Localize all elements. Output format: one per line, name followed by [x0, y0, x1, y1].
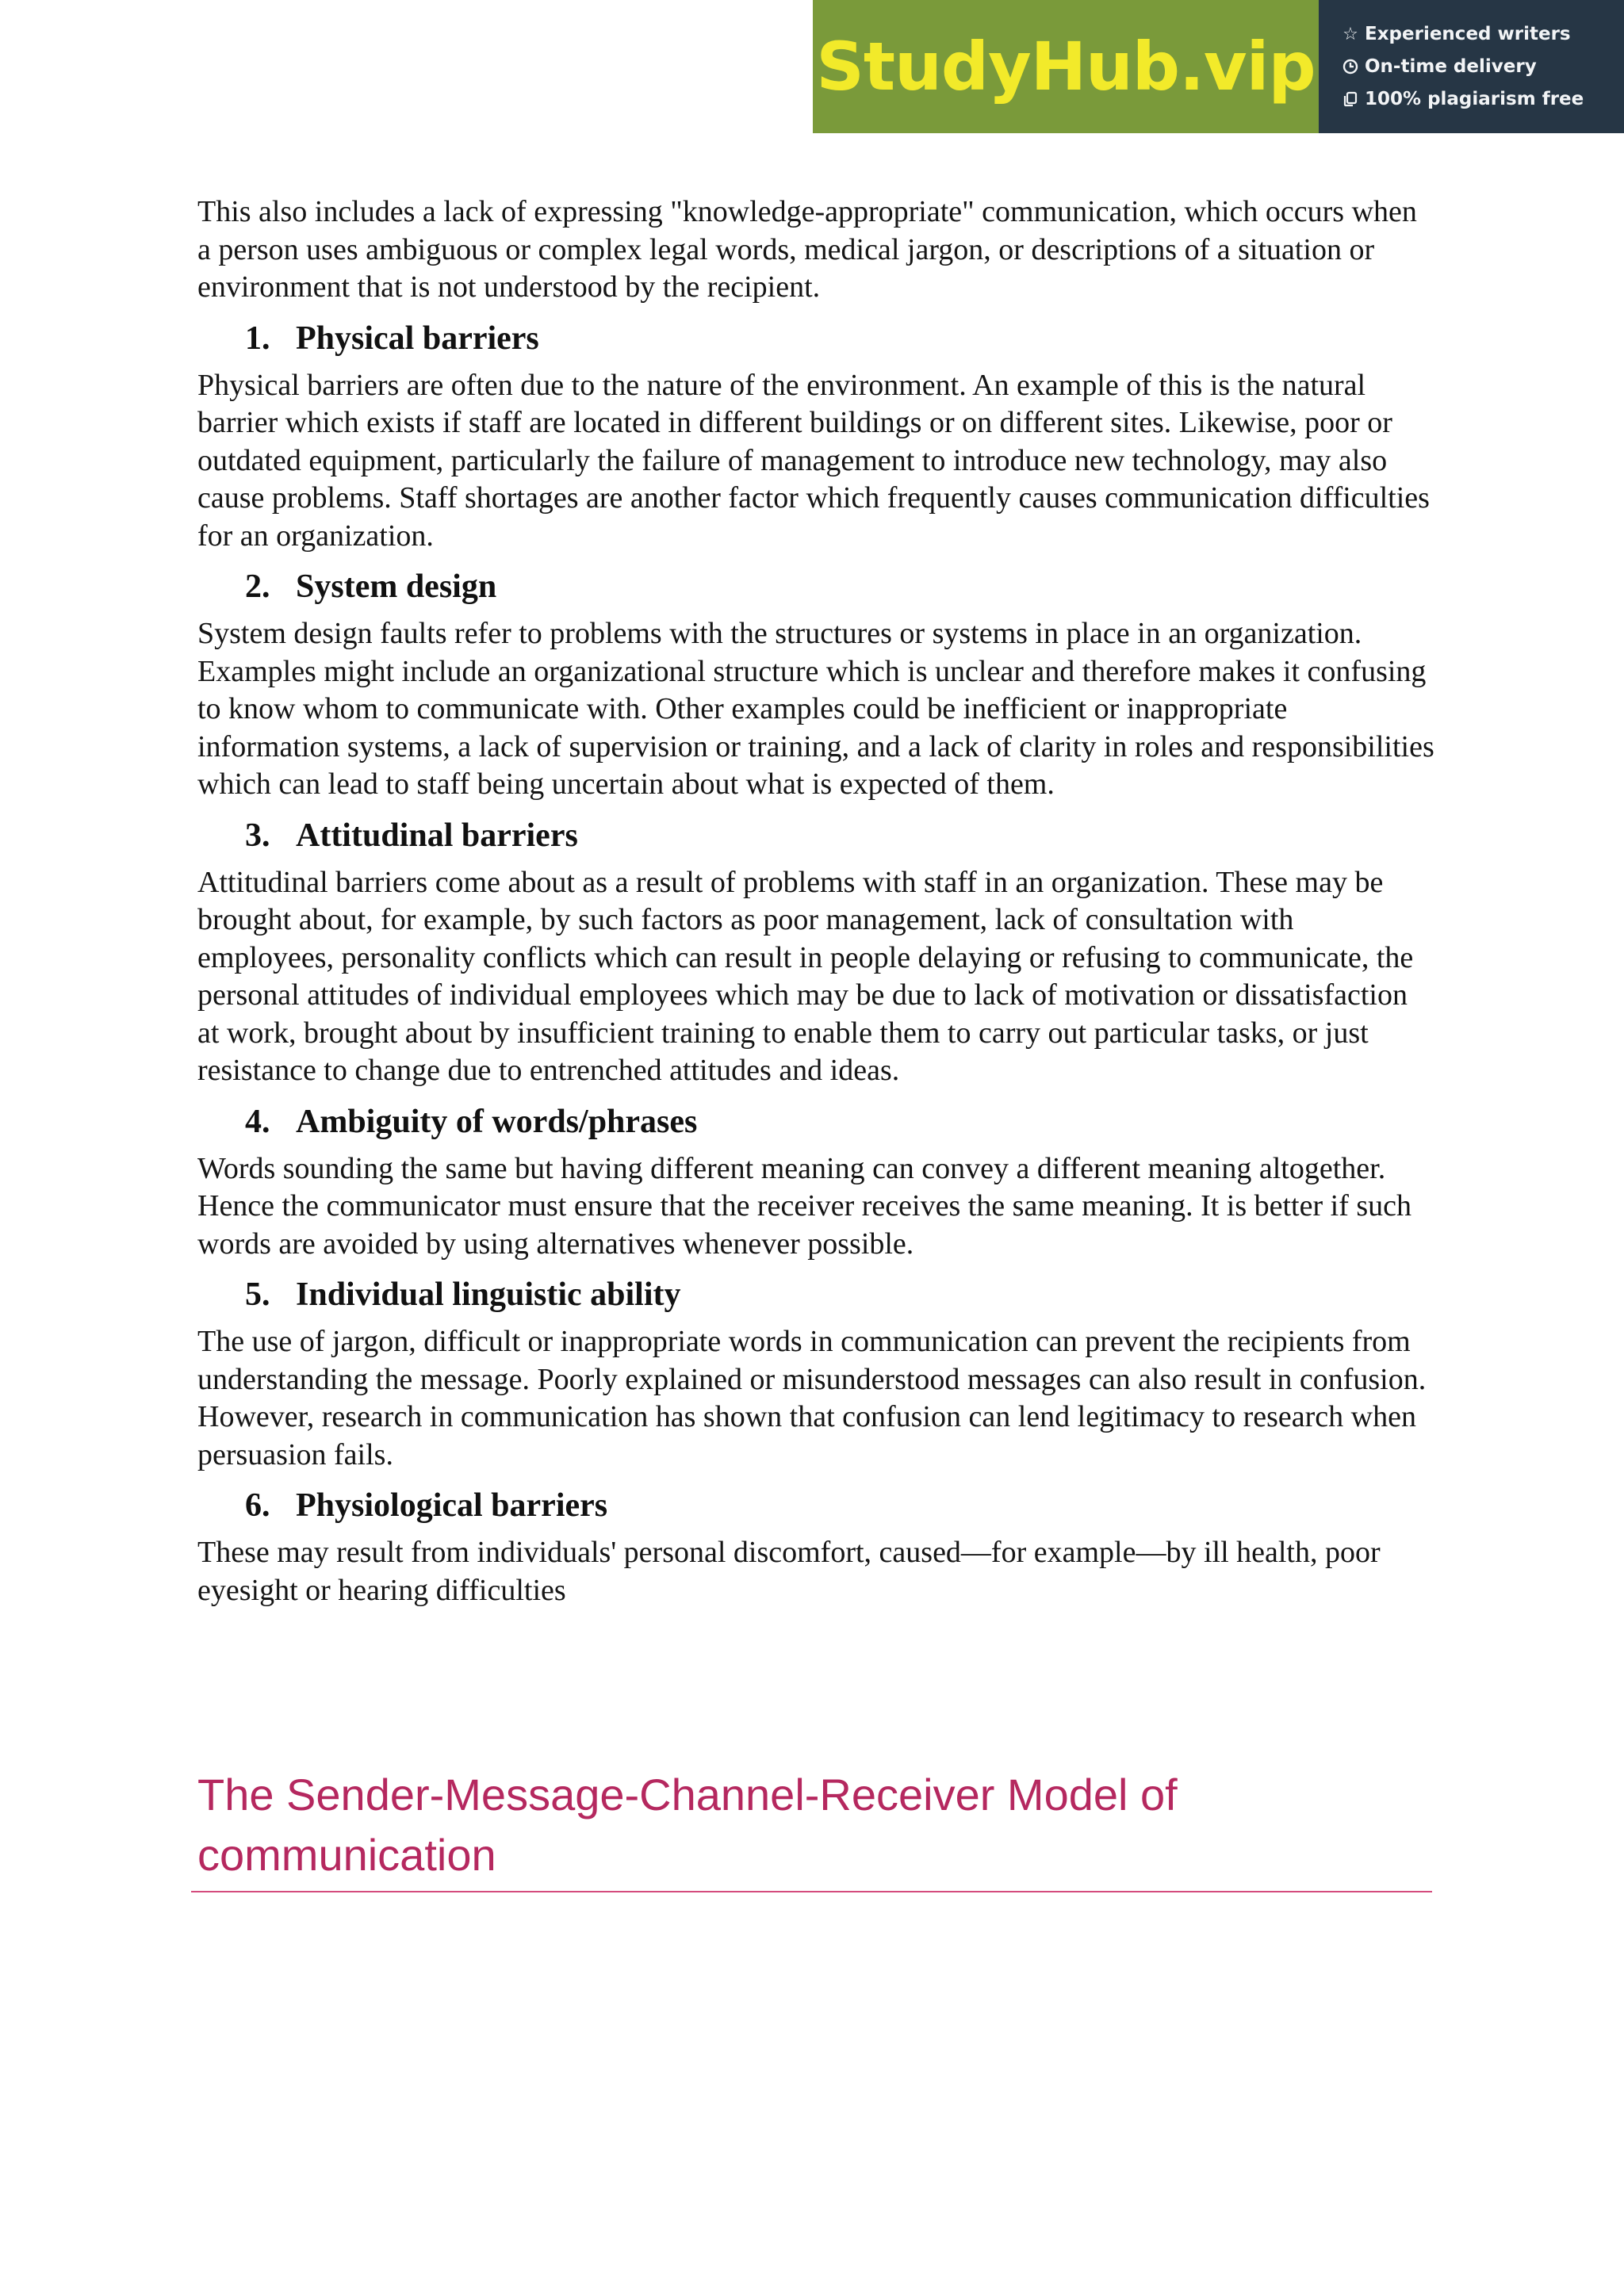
- chapter-heading: The Sender-Message-Channel-Receiver Model of communication: [197, 1770, 1178, 1880]
- feature-label: On-time delivery: [1365, 56, 1537, 77]
- section-paragraph: System design faults refer to problems with the structures or systems in place in an organization. Examples might include an organizational structure which is unclear and therefore makes it confusing to know whom to communicate with. Other examples could be inefficient or inappropriate information systems, a lack of supervision or training, and a lack of clarity in roles and responsibilities which can lead to staff being uncertain about what is expected of them.: [197, 617, 1434, 801]
- section-number: 6.: [245, 1487, 270, 1524]
- section-paragraph: Physical barriers are often due to the nature of the environment. An example of this is the natural barrier which exists if staff are located in different buildings or on different sites. Likewise, poor or outdated equipment, particularly the failure of management to introduce new technology, may also cause problems. Staff shortages are another factor which frequently causes communication difficulties for an organization.: [197, 368, 1430, 553]
- copy-icon: [1341, 91, 1360, 107]
- section-title: Physiological barriers: [296, 1487, 608, 1524]
- intro-paragraph: This also includes a lack of expressing "knowledge-appropriate" communication, which occurs when a person uses ambiguous or complex legal words, medical jargon, or descriptions of a situation or environment that is not understood by the recipient.: [197, 195, 1417, 304]
- feature-list: [1319, 0, 1624, 133]
- section-number: 4.: [245, 1103, 270, 1140]
- ad-banner[interactable]: [813, 0, 1624, 133]
- section-number: 3.: [245, 817, 270, 854]
- section-heading-attitudinal-barriers: [245, 815, 1434, 856]
- section-number: 5.: [245, 1276, 270, 1313]
- clock-icon: [1341, 59, 1360, 75]
- section-heading-linguistic-ability: [245, 1274, 1434, 1315]
- feature-item: [1341, 86, 1624, 112]
- section-heading-physiological-barriers: [245, 1485, 1434, 1526]
- logo-text: StudyHub.vip: [816, 28, 1316, 105]
- feature-item: [1341, 21, 1624, 47]
- feature-label: Experienced writers: [1365, 24, 1571, 44]
- section-title: Ambiguity of words/phrases: [296, 1103, 698, 1140]
- feature-item: [1341, 54, 1624, 79]
- feature-label: 100% plagiarism free: [1365, 89, 1584, 109]
- heading-underline: [191, 1891, 1432, 1892]
- section-title: Physical barriers: [296, 320, 539, 357]
- section-heading-physical-barriers: [245, 318, 1434, 359]
- section-title: Individual linguistic ability: [296, 1276, 681, 1313]
- section-heading-system-design: [245, 566, 1434, 607]
- section-paragraph: Words sounding the same but having different meaning can convey a different meaning altogether. Hence the communicator must ensure that the receiver receives the same meaning. It is better if such words are avoided by using alternatives whenever possible.: [197, 1151, 1412, 1261]
- section-heading-ambiguity: [245, 1101, 1434, 1142]
- section-number: 2.: [245, 568, 270, 605]
- section-paragraph: These may result from individuals' personal discomfort, caused—for example—by ill health, poor eyesight or hearing difficulties: [197, 1536, 1381, 1607]
- section-title: Attitudinal barriers: [296, 817, 578, 854]
- studyhub-logo[interactable]: [813, 0, 1319, 133]
- document-body: [197, 193, 1434, 1609]
- section-title: System design: [296, 568, 497, 605]
- section-paragraph: The use of jargon, difficult or inappropriate words in communication can prevent the recipients from understanding the message. Poorly explained or misunderstood messages can also result in confusion. However, research in communication has shown that confusion can lend legitimacy to research when persuasion fails.: [197, 1325, 1427, 1471]
- section-paragraph: Attitudinal barriers come about as a result of problems with staff in an organization. These may be brought about, for example, by such factors as poor management, lack of consultation with employees, personality conflicts which can result in people delaying or refusing to communicate, the personal attitudes of individual employees which may be due to lack of motivation or dissatisfaction at work, brought about by insufficient training to enable them to carry out particular tasks, or just resistance to change due to entrenched attitudes and ideas.: [197, 865, 1414, 1087]
- star-outline-icon: ☆: [1342, 24, 1358, 44]
- section-number: 1.: [245, 320, 270, 357]
